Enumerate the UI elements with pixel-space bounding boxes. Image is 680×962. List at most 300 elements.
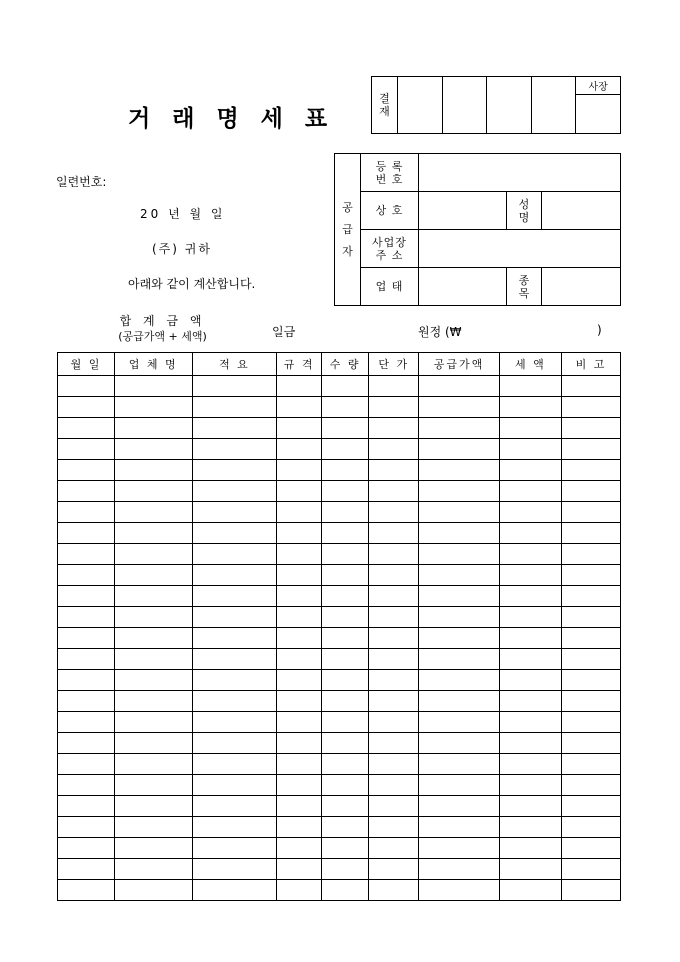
table-cell[interactable] xyxy=(321,460,369,481)
table-cell[interactable] xyxy=(277,880,322,901)
table-cell[interactable] xyxy=(58,712,115,733)
table-cell[interactable] xyxy=(561,544,620,565)
table-cell[interactable] xyxy=(561,880,620,901)
table-cell[interactable] xyxy=(277,523,322,544)
page-title: 거 래 명 세 표 xyxy=(128,106,335,132)
table-cell[interactable] xyxy=(419,796,500,817)
table-cell[interactable] xyxy=(561,859,620,880)
supplier-box xyxy=(334,153,621,306)
supplier-side-label xyxy=(335,154,361,305)
table-cell[interactable] xyxy=(277,628,322,649)
column-header-note: 비 고 xyxy=(561,353,620,376)
table-cell[interactable] xyxy=(419,649,500,670)
table-cell[interactable] xyxy=(58,418,115,439)
table-row xyxy=(58,397,621,418)
table-cell[interactable] xyxy=(58,859,115,880)
table-cell[interactable] xyxy=(192,418,277,439)
table-cell[interactable] xyxy=(499,670,561,691)
table-row xyxy=(58,775,621,796)
supplier-rows xyxy=(361,154,620,305)
table-cell[interactable] xyxy=(499,544,561,565)
table-cell[interactable] xyxy=(58,565,115,586)
table-cell[interactable] xyxy=(321,712,369,733)
table-cell[interactable] xyxy=(277,859,322,880)
table-cell[interactable] xyxy=(561,418,620,439)
table-cell[interactable] xyxy=(114,544,192,565)
table-cell[interactable] xyxy=(561,649,620,670)
column-header-description: 적 요 xyxy=(192,353,277,376)
approval-column-president[interactable] xyxy=(576,77,620,133)
table-cell[interactable] xyxy=(114,418,192,439)
table-row xyxy=(58,691,621,712)
approval-column-3[interactable] xyxy=(487,77,532,133)
table-cell[interactable] xyxy=(561,775,620,796)
table-row xyxy=(58,712,621,733)
table-cell[interactable] xyxy=(192,481,277,502)
approval-side-label xyxy=(372,77,398,133)
table-cell[interactable] xyxy=(419,775,500,796)
table-cell[interactable] xyxy=(369,439,419,460)
table-cell[interactable] xyxy=(561,817,620,838)
supplier-item-value[interactable] xyxy=(542,268,620,305)
table-cell[interactable] xyxy=(369,754,419,775)
approval-column-president-body[interactable] xyxy=(576,95,620,133)
table-cell[interactable] xyxy=(277,754,322,775)
supplier-company-label: 상 호 xyxy=(361,192,419,229)
table-cell[interactable] xyxy=(321,523,369,544)
table-cell[interactable] xyxy=(561,838,620,859)
column-header-date: 월 일 xyxy=(58,353,115,376)
table-cell[interactable] xyxy=(114,712,192,733)
approval-side-label-char2: 재 xyxy=(379,105,390,118)
supplier-business-type-value[interactable] xyxy=(419,268,506,305)
table-cell[interactable] xyxy=(561,397,620,418)
supplier-registration-label-line1: 등 록 xyxy=(375,159,404,173)
table-cell[interactable] xyxy=(321,586,369,607)
table-cell[interactable] xyxy=(192,502,277,523)
table-cell[interactable] xyxy=(192,817,277,838)
table-cell[interactable] xyxy=(277,670,322,691)
table-cell[interactable] xyxy=(499,691,561,712)
table-cell[interactable] xyxy=(114,628,192,649)
table-cell[interactable] xyxy=(277,565,322,586)
total-amount-label xyxy=(95,314,230,344)
table-cell[interactable] xyxy=(321,376,369,397)
table-row xyxy=(58,565,621,586)
table-cell[interactable] xyxy=(499,439,561,460)
approval-column-2-body[interactable] xyxy=(443,77,487,133)
table-cell[interactable] xyxy=(114,397,192,418)
table-cell[interactable] xyxy=(192,439,277,460)
supplier-side-label-char1: 공 xyxy=(342,200,353,214)
table-cell[interactable] xyxy=(321,649,369,670)
table-cell[interactable] xyxy=(369,817,419,838)
table-cell[interactable] xyxy=(277,586,322,607)
table-cell[interactable] xyxy=(321,775,369,796)
table-cell[interactable] xyxy=(561,439,620,460)
amount-paren-close: ) xyxy=(597,323,602,337)
table-cell[interactable] xyxy=(321,733,369,754)
table-cell[interactable] xyxy=(114,733,192,754)
table-cell[interactable] xyxy=(192,397,277,418)
supplier-item-label-line2: 목 xyxy=(518,286,530,300)
table-cell[interactable] xyxy=(192,880,277,901)
table-cell[interactable] xyxy=(369,397,419,418)
table-cell[interactable] xyxy=(277,817,322,838)
table-cell[interactable] xyxy=(58,691,115,712)
table-cell[interactable] xyxy=(58,523,115,544)
table-cell[interactable] xyxy=(419,838,500,859)
table-cell[interactable] xyxy=(277,796,322,817)
table-cell[interactable] xyxy=(419,397,500,418)
table-cell[interactable] xyxy=(114,586,192,607)
table-cell[interactable] xyxy=(192,376,277,397)
table-cell[interactable] xyxy=(58,502,115,523)
supplier-company-value[interactable] xyxy=(419,192,506,229)
table-cell[interactable] xyxy=(561,796,620,817)
table-cell[interactable] xyxy=(321,481,369,502)
table-cell[interactable] xyxy=(192,523,277,544)
table-cell[interactable] xyxy=(277,481,322,502)
column-header-quantity: 수 량 xyxy=(321,353,369,376)
line-items-table xyxy=(57,352,621,901)
table-cell[interactable] xyxy=(369,586,419,607)
table-row xyxy=(58,418,621,439)
table-cell[interactable] xyxy=(114,565,192,586)
table-cell[interactable] xyxy=(114,481,192,502)
table-cell[interactable] xyxy=(114,649,192,670)
table-cell[interactable] xyxy=(321,439,369,460)
table-cell[interactable] xyxy=(499,712,561,733)
supplier-row-address xyxy=(361,230,620,268)
table-cell[interactable] xyxy=(58,796,115,817)
table-cell[interactable] xyxy=(321,859,369,880)
table-cell[interactable] xyxy=(58,649,115,670)
amount-currency-label: 원정 (₩ xyxy=(418,325,462,339)
column-header-supply-amount: 공급가액 xyxy=(419,353,500,376)
table-cell[interactable] xyxy=(277,460,322,481)
table-cell[interactable] xyxy=(499,859,561,880)
table-cell[interactable] xyxy=(321,796,369,817)
table-cell[interactable] xyxy=(369,607,419,628)
table-cell[interactable] xyxy=(369,418,419,439)
table-cell[interactable] xyxy=(192,859,277,880)
table-cell[interactable] xyxy=(499,460,561,481)
table-cell[interactable] xyxy=(561,754,620,775)
table-cell[interactable] xyxy=(321,880,369,901)
table-cell[interactable] xyxy=(369,691,419,712)
approval-column-1[interactable] xyxy=(398,77,443,133)
table-row xyxy=(58,670,621,691)
table-row xyxy=(58,376,621,397)
table-header-row xyxy=(58,353,621,376)
table-cell[interactable] xyxy=(419,523,500,544)
table-cell[interactable] xyxy=(499,754,561,775)
table-cell[interactable] xyxy=(561,502,620,523)
table-cell[interactable] xyxy=(114,775,192,796)
table-cell[interactable] xyxy=(499,817,561,838)
table-cell[interactable] xyxy=(369,880,419,901)
table-row xyxy=(58,544,621,565)
table-cell[interactable] xyxy=(277,691,322,712)
table-cell[interactable] xyxy=(499,523,561,544)
table-row xyxy=(58,733,621,754)
table-cell[interactable] xyxy=(499,502,561,523)
column-header-unit-price: 단 가 xyxy=(369,353,419,376)
table-body xyxy=(58,376,621,901)
table-cell[interactable] xyxy=(58,628,115,649)
table-cell[interactable] xyxy=(192,691,277,712)
table-cell[interactable] xyxy=(114,880,192,901)
table-cell[interactable] xyxy=(419,670,500,691)
table-cell[interactable] xyxy=(192,754,277,775)
table-cell[interactable] xyxy=(192,670,277,691)
table-cell[interactable] xyxy=(419,628,500,649)
supplier-name-label-line1: 성 xyxy=(518,197,530,211)
supplier-address-label-line1: 사업장 xyxy=(372,235,407,249)
table-cell[interactable] xyxy=(277,712,322,733)
table-cell[interactable] xyxy=(114,691,192,712)
table-cell[interactable] xyxy=(499,376,561,397)
table-cell[interactable] xyxy=(321,754,369,775)
table-cell[interactable] xyxy=(277,439,322,460)
supplier-registration-label xyxy=(361,154,419,191)
table-cell[interactable] xyxy=(419,502,500,523)
table-row xyxy=(58,838,621,859)
calculation-note: 아래와 같이 계산합니다. xyxy=(128,277,256,291)
table-row xyxy=(58,649,621,670)
table-cell[interactable] xyxy=(561,670,620,691)
table-cell[interactable] xyxy=(561,733,620,754)
table-cell[interactable] xyxy=(277,397,322,418)
supplier-name-label-line2: 명 xyxy=(518,210,530,224)
table-cell[interactable] xyxy=(419,607,500,628)
table-cell[interactable] xyxy=(58,880,115,901)
table-cell[interactable] xyxy=(369,565,419,586)
table-cell[interactable] xyxy=(419,817,500,838)
table-cell[interactable] xyxy=(369,712,419,733)
table-cell[interactable] xyxy=(192,586,277,607)
table-cell[interactable] xyxy=(369,796,419,817)
amount-in-words-label: 일금 xyxy=(272,325,296,339)
table-cell[interactable] xyxy=(419,754,500,775)
table-cell[interactable] xyxy=(419,712,500,733)
table-cell[interactable] xyxy=(192,649,277,670)
table-cell[interactable] xyxy=(499,880,561,901)
table-cell[interactable] xyxy=(499,418,561,439)
table-cell[interactable] xyxy=(419,439,500,460)
table-cell[interactable] xyxy=(369,733,419,754)
table-cell[interactable] xyxy=(321,502,369,523)
table-row xyxy=(58,628,621,649)
table-cell[interactable] xyxy=(114,439,192,460)
table-cell[interactable] xyxy=(369,544,419,565)
table-cell[interactable] xyxy=(561,628,620,649)
approval-column-1-body[interactable] xyxy=(398,77,442,133)
table-cell[interactable] xyxy=(499,838,561,859)
table-cell[interactable] xyxy=(561,565,620,586)
table-cell[interactable] xyxy=(58,838,115,859)
table-cell[interactable] xyxy=(277,376,322,397)
table-cell[interactable] xyxy=(369,523,419,544)
table-cell[interactable] xyxy=(419,376,500,397)
table-cell[interactable] xyxy=(369,481,419,502)
table-cell[interactable] xyxy=(561,376,620,397)
table-cell[interactable] xyxy=(499,733,561,754)
table-cell[interactable] xyxy=(369,649,419,670)
supplier-name-value[interactable] xyxy=(542,192,620,229)
table-cell[interactable] xyxy=(369,376,419,397)
table-cell[interactable] xyxy=(561,586,620,607)
table-cell[interactable] xyxy=(321,691,369,712)
table-cell[interactable] xyxy=(58,439,115,460)
table-cell[interactable] xyxy=(499,796,561,817)
table-cell[interactable] xyxy=(419,460,500,481)
table-cell[interactable] xyxy=(58,586,115,607)
table-cell[interactable] xyxy=(277,418,322,439)
table-cell[interactable] xyxy=(561,523,620,544)
table-cell[interactable] xyxy=(321,565,369,586)
table-row xyxy=(58,796,621,817)
table-cell[interactable] xyxy=(114,754,192,775)
table-cell[interactable] xyxy=(499,775,561,796)
table-cell[interactable] xyxy=(192,544,277,565)
table-cell[interactable] xyxy=(499,397,561,418)
approval-column-2[interactable] xyxy=(443,77,488,133)
table-cell[interactable] xyxy=(321,817,369,838)
table-cell[interactable] xyxy=(419,733,500,754)
table-cell[interactable] xyxy=(321,418,369,439)
approval-column-3-body[interactable] xyxy=(487,77,531,133)
table-cell[interactable] xyxy=(419,859,500,880)
table-cell[interactable] xyxy=(114,817,192,838)
table-cell[interactable] xyxy=(321,628,369,649)
table-cell[interactable] xyxy=(321,544,369,565)
serial-number-label: 일련번호: xyxy=(56,175,107,189)
table-cell[interactable] xyxy=(192,628,277,649)
table-cell[interactable] xyxy=(499,649,561,670)
approval-column-4-body[interactable] xyxy=(532,77,576,133)
supplier-side-label-char2: 급 xyxy=(342,222,353,236)
table-cell[interactable] xyxy=(419,691,500,712)
table-cell[interactable] xyxy=(114,376,192,397)
supplier-registration-label-line2: 번 호 xyxy=(375,172,404,186)
table-cell[interactable] xyxy=(192,712,277,733)
table-cell[interactable] xyxy=(58,607,115,628)
table-cell[interactable] xyxy=(419,544,500,565)
table-cell[interactable] xyxy=(192,607,277,628)
table-cell[interactable] xyxy=(192,460,277,481)
table-row xyxy=(58,754,621,775)
approval-column-4[interactable] xyxy=(532,77,577,133)
table-cell[interactable] xyxy=(419,418,500,439)
table-cell[interactable] xyxy=(114,502,192,523)
table-cell[interactable] xyxy=(277,775,322,796)
table-cell[interactable] xyxy=(58,460,115,481)
table-cell[interactable] xyxy=(114,523,192,544)
table-cell[interactable] xyxy=(277,544,322,565)
column-header-company: 업 체 명 xyxy=(114,353,192,376)
table-cell[interactable] xyxy=(499,607,561,628)
table-cell[interactable] xyxy=(369,859,419,880)
table-cell[interactable] xyxy=(321,607,369,628)
table-row xyxy=(58,817,621,838)
table-cell[interactable] xyxy=(58,397,115,418)
table-cell[interactable] xyxy=(321,670,369,691)
table-cell[interactable] xyxy=(192,565,277,586)
table-cell[interactable] xyxy=(561,691,620,712)
table-cell[interactable] xyxy=(499,628,561,649)
table-cell[interactable] xyxy=(192,733,277,754)
table-cell[interactable] xyxy=(58,481,115,502)
table-cell[interactable] xyxy=(561,481,620,502)
table-cell[interactable] xyxy=(114,607,192,628)
table-cell[interactable] xyxy=(369,460,419,481)
table-cell[interactable] xyxy=(369,670,419,691)
table-cell[interactable] xyxy=(58,733,115,754)
supplier-registration-value[interactable] xyxy=(419,154,620,191)
table-cell[interactable] xyxy=(419,565,500,586)
table-row xyxy=(58,460,621,481)
supplier-row-registration xyxy=(361,154,620,192)
column-header-tax: 세 액 xyxy=(499,353,561,376)
table-cell[interactable] xyxy=(277,733,322,754)
table-cell[interactable] xyxy=(192,838,277,859)
table-cell[interactable] xyxy=(58,544,115,565)
supplier-address-value[interactable] xyxy=(419,230,620,267)
table-row xyxy=(58,607,621,628)
table-cell[interactable] xyxy=(419,481,500,502)
table-row xyxy=(58,502,621,523)
table-cell[interactable] xyxy=(114,460,192,481)
table-cell[interactable] xyxy=(277,838,322,859)
table-cell[interactable] xyxy=(499,586,561,607)
table-row xyxy=(58,859,621,880)
table-cell[interactable] xyxy=(419,586,500,607)
table-cell[interactable] xyxy=(114,796,192,817)
table-cell[interactable] xyxy=(561,460,620,481)
table-cell[interactable] xyxy=(561,607,620,628)
total-amount-label-line1: 합 계 금 액 xyxy=(119,314,206,328)
table-cell[interactable] xyxy=(369,775,419,796)
table-cell[interactable] xyxy=(114,670,192,691)
table-cell[interactable] xyxy=(419,880,500,901)
table-cell[interactable] xyxy=(114,838,192,859)
table-cell[interactable] xyxy=(369,838,419,859)
table-cell[interactable] xyxy=(58,754,115,775)
table-cell[interactable] xyxy=(58,670,115,691)
table-cell[interactable] xyxy=(277,649,322,670)
table-cell[interactable] xyxy=(114,859,192,880)
table-cell[interactable] xyxy=(369,628,419,649)
supplier-item-label xyxy=(506,268,542,305)
table-cell[interactable] xyxy=(277,607,322,628)
table-cell[interactable] xyxy=(192,796,277,817)
table-cell[interactable] xyxy=(499,565,561,586)
table-cell[interactable] xyxy=(561,712,620,733)
table-cell[interactable] xyxy=(321,397,369,418)
table-cell[interactable] xyxy=(369,502,419,523)
table-cell[interactable] xyxy=(192,775,277,796)
table-cell[interactable] xyxy=(499,481,561,502)
table-cell[interactable] xyxy=(277,502,322,523)
table-cell[interactable] xyxy=(58,376,115,397)
table-cell[interactable] xyxy=(321,838,369,859)
supplier-row-business-type xyxy=(361,268,620,305)
table-cell[interactable] xyxy=(58,817,115,838)
approval-side-label-char1: 결 xyxy=(379,92,390,105)
table-cell[interactable] xyxy=(58,775,115,796)
